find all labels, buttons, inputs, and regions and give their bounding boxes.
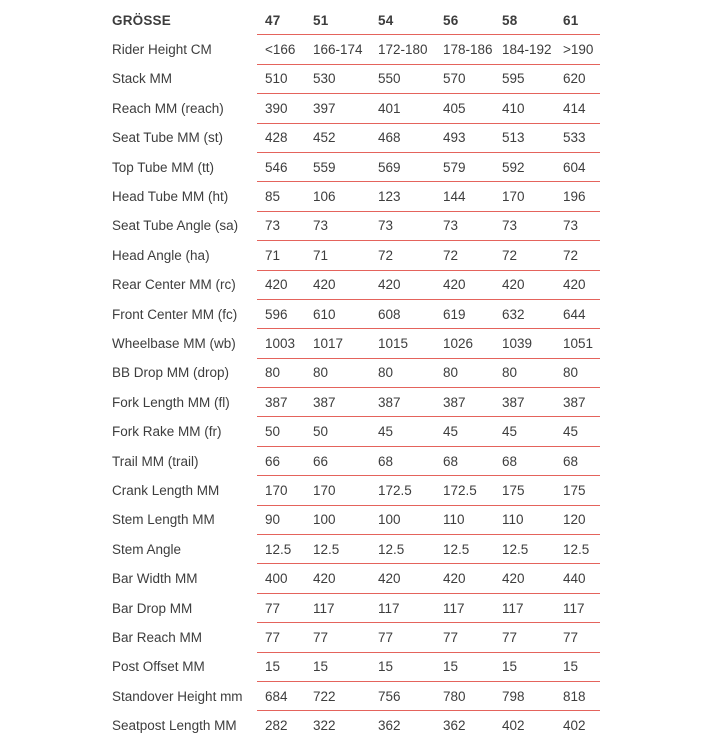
cell-value: 117 xyxy=(435,593,494,622)
cell-value: 1015 xyxy=(370,329,435,358)
cell-value: 110 xyxy=(435,505,494,534)
cell-value: 780 xyxy=(435,681,494,710)
table-row xyxy=(112,681,600,710)
cell-value: 73 xyxy=(555,211,600,240)
cell-value: 533 xyxy=(555,123,600,152)
cell-value: 80 xyxy=(257,358,305,387)
size-column-header: 47 xyxy=(257,6,305,35)
cell-value: 595 xyxy=(494,64,555,93)
cell-value: 468 xyxy=(370,123,435,152)
cell-value: 170 xyxy=(257,476,305,505)
cell-value: 184-192 xyxy=(494,35,555,64)
table-row xyxy=(112,711,600,740)
table-row xyxy=(112,211,600,240)
cell-value: 798 xyxy=(494,681,555,710)
table-row xyxy=(112,446,600,475)
table-row xyxy=(112,652,600,681)
row-label: Seat Tube Angle (sa) xyxy=(112,218,239,234)
cell-value: 493 xyxy=(435,123,494,152)
cell-value: 684 xyxy=(257,681,305,710)
cell-value: 15 xyxy=(370,652,435,681)
cell-value: 72 xyxy=(494,241,555,270)
row-label: Standover Height mm xyxy=(112,688,243,704)
cell-value: 85 xyxy=(257,182,305,211)
cell-value: 172-180 xyxy=(370,35,435,64)
cell-value: 440 xyxy=(555,564,600,593)
cell-value: 513 xyxy=(494,123,555,152)
geometry-table-body xyxy=(112,35,600,740)
table-row xyxy=(112,152,600,181)
row-label: Stem Length MM xyxy=(112,512,215,528)
cell-value: 401 xyxy=(370,94,435,123)
row-label: Fork Rake MM (fr) xyxy=(112,424,222,440)
cell-value: 123 xyxy=(370,182,435,211)
row-label: BB Drop MM (drop) xyxy=(112,365,230,381)
cell-value: 402 xyxy=(563,718,586,734)
cell-value: 570 xyxy=(435,64,494,93)
cell-value: 420 xyxy=(494,564,555,593)
cell-value: 410 xyxy=(494,94,555,123)
cell-value: 12.5 xyxy=(370,535,435,564)
row-label: Post Offset MM xyxy=(112,659,205,675)
cell-value: 66 xyxy=(305,446,370,475)
cell-value: 170 xyxy=(305,476,370,505)
cell-value: 756 xyxy=(370,681,435,710)
cell-value: 420 xyxy=(435,270,494,299)
cell-value: 120 xyxy=(555,505,600,534)
cell-value: 559 xyxy=(305,152,370,181)
cell-value: 144 xyxy=(435,182,494,211)
cell-value: 73 xyxy=(370,211,435,240)
cell-value: 80 xyxy=(494,358,555,387)
cell-value: 175 xyxy=(494,476,555,505)
table-row xyxy=(112,182,600,211)
table-row xyxy=(112,623,600,652)
cell-value: 117 xyxy=(305,593,370,622)
cell-value: 77 xyxy=(305,623,370,652)
cell-value: 166-174 xyxy=(305,35,370,64)
cell-value: 73 xyxy=(494,211,555,240)
cell-value: 77 xyxy=(435,623,494,652)
cell-value: 77 xyxy=(555,623,600,652)
size-header-label: GRÖSSE xyxy=(112,12,171,28)
cell-value: 604 xyxy=(555,152,600,181)
cell-value: 620 xyxy=(555,64,600,93)
row-label: Stem Angle xyxy=(112,541,182,557)
size-column-header: 56 xyxy=(435,6,494,35)
cell-value: 175 xyxy=(555,476,600,505)
cell-value: 420 xyxy=(435,564,494,593)
cell-value: 387 xyxy=(435,388,494,417)
table-row xyxy=(112,94,600,123)
table-row xyxy=(112,417,600,446)
cell-value: 579 xyxy=(435,152,494,181)
cell-value: 12.5 xyxy=(494,535,555,564)
cell-value: 73 xyxy=(305,211,370,240)
cell-value: 420 xyxy=(370,564,435,593)
cell-value: 322 xyxy=(313,718,336,734)
cell-value: 546 xyxy=(257,152,305,181)
cell-value: 45 xyxy=(370,417,435,446)
cell-value: 100 xyxy=(305,505,370,534)
cell-value: 71 xyxy=(305,241,370,270)
cell-value: 402 xyxy=(502,718,525,734)
size-column-header: 58 xyxy=(494,6,555,35)
cell-value: 397 xyxy=(305,94,370,123)
cell-value: 428 xyxy=(257,123,305,152)
row-label: Seat Tube MM (st) xyxy=(112,130,224,146)
cell-value: 117 xyxy=(370,593,435,622)
size-column-header: 54 xyxy=(370,6,435,35)
cell-value: 1051 xyxy=(555,329,600,358)
cell-value: 100 xyxy=(370,505,435,534)
cell-value: 530 xyxy=(305,64,370,93)
cell-value: 610 xyxy=(305,299,370,328)
cell-value: 50 xyxy=(257,417,305,446)
cell-value: 110 xyxy=(494,505,555,534)
cell-value: >190 xyxy=(555,35,600,64)
cell-value: 452 xyxy=(305,123,370,152)
row-label: Bar Reach MM xyxy=(112,629,203,645)
cell-value: 1039 xyxy=(494,329,555,358)
cell-value: 66 xyxy=(257,446,305,475)
cell-value: 68 xyxy=(494,446,555,475)
geometry-table xyxy=(112,6,600,740)
cell-value: 550 xyxy=(370,64,435,93)
cell-value: 414 xyxy=(555,94,600,123)
cell-value: 72 xyxy=(555,241,600,270)
cell-value: 45 xyxy=(435,417,494,446)
cell-value: 15 xyxy=(305,652,370,681)
table-row xyxy=(112,123,600,152)
table-row xyxy=(112,564,600,593)
cell-value: 45 xyxy=(494,417,555,446)
table-row xyxy=(112,535,600,564)
table-row xyxy=(112,358,600,387)
cell-value: 196 xyxy=(555,182,600,211)
row-label: Fork Length MM (fl) xyxy=(112,394,230,410)
row-label: Seatpost Length MM xyxy=(112,717,237,733)
row-label: Bar Width MM xyxy=(112,571,198,587)
cell-value: 387 xyxy=(370,388,435,417)
cell-value: 12.5 xyxy=(257,535,305,564)
cell-value: 170 xyxy=(494,182,555,211)
table-row xyxy=(112,593,600,622)
cell-value: 420 xyxy=(305,270,370,299)
cell-value: 77 xyxy=(370,623,435,652)
cell-value: 80 xyxy=(555,358,600,387)
cell-value: 596 xyxy=(257,299,305,328)
cell-value: 400 xyxy=(257,564,305,593)
cell-value: 420 xyxy=(555,270,600,299)
row-label: Stack MM xyxy=(112,71,173,87)
cell-value: 405 xyxy=(435,94,494,123)
cell-value: 362 xyxy=(443,718,466,734)
cell-value: 80 xyxy=(305,358,370,387)
cell-value: 510 xyxy=(257,64,305,93)
cell-value: 73 xyxy=(257,211,305,240)
table-row xyxy=(112,299,600,328)
cell-value: 72 xyxy=(435,241,494,270)
cell-value: <166 xyxy=(257,35,305,64)
cell-value: 72 xyxy=(370,241,435,270)
table-row xyxy=(112,35,600,64)
cell-value: 722 xyxy=(305,681,370,710)
cell-value: 80 xyxy=(370,358,435,387)
header-row xyxy=(112,6,600,35)
row-label: Rear Center MM (rc) xyxy=(112,277,236,293)
cell-value: 592 xyxy=(494,152,555,181)
cell-value: 68 xyxy=(435,446,494,475)
cell-value: 77 xyxy=(494,623,555,652)
table-row xyxy=(112,329,600,358)
cell-value: 387 xyxy=(257,388,305,417)
cell-value: 420 xyxy=(257,270,305,299)
cell-value: 15 xyxy=(555,652,600,681)
table-row xyxy=(112,241,600,270)
cell-value: 569 xyxy=(370,152,435,181)
cell-value: 77 xyxy=(257,593,305,622)
row-label: Front Center MM (fc) xyxy=(112,306,238,322)
cell-value: 608 xyxy=(370,299,435,328)
cell-value: 420 xyxy=(370,270,435,299)
cell-value: 387 xyxy=(555,388,600,417)
cell-value: 172.5 xyxy=(435,476,494,505)
geometry-table-header xyxy=(112,6,600,35)
row-label: Crank Length MM xyxy=(112,482,220,498)
cell-value: 71 xyxy=(257,241,305,270)
cell-value: 73 xyxy=(435,211,494,240)
cell-value: 420 xyxy=(305,564,370,593)
cell-value: 1017 xyxy=(305,329,370,358)
table-row xyxy=(112,388,600,417)
cell-value: 387 xyxy=(305,388,370,417)
cell-value: 1026 xyxy=(435,329,494,358)
row-label: Wheelbase MM (wb) xyxy=(112,335,236,351)
cell-value: 644 xyxy=(555,299,600,328)
row-label: Bar Drop MM xyxy=(112,600,193,616)
cell-value: 387 xyxy=(494,388,555,417)
cell-value: 106 xyxy=(305,182,370,211)
cell-value: 117 xyxy=(494,593,555,622)
table-row xyxy=(112,505,600,534)
cell-value: 390 xyxy=(257,94,305,123)
table-row xyxy=(112,476,600,505)
row-label: Trail MM (trail) xyxy=(112,453,199,469)
table-row xyxy=(112,270,600,299)
cell-value: 45 xyxy=(555,417,600,446)
cell-value: 80 xyxy=(435,358,494,387)
cell-value: 632 xyxy=(494,299,555,328)
cell-value: 15 xyxy=(435,652,494,681)
cell-value: 117 xyxy=(555,593,600,622)
cell-value: 1003 xyxy=(257,329,305,358)
cell-value: 619 xyxy=(435,299,494,328)
cell-value: 90 xyxy=(257,505,305,534)
cell-value: 178-186 xyxy=(435,35,494,64)
table-row xyxy=(112,64,600,93)
row-label: Rider Height CM xyxy=(112,42,212,58)
cell-value: 15 xyxy=(257,652,305,681)
cell-value: 12.5 xyxy=(305,535,370,564)
row-label: Reach MM (reach) xyxy=(112,100,224,116)
cell-value: 282 xyxy=(265,718,288,734)
size-column-header: 61 xyxy=(555,6,600,35)
cell-value: 420 xyxy=(494,270,555,299)
size-column-header: 51 xyxy=(305,6,370,35)
row-label: Head Tube MM (ht) xyxy=(112,189,229,205)
row-label: Top Tube MM (tt) xyxy=(112,159,215,175)
cell-value: 15 xyxy=(494,652,555,681)
cell-value: 172.5 xyxy=(370,476,435,505)
cell-value: 77 xyxy=(257,623,305,652)
cell-value: 818 xyxy=(555,681,600,710)
cell-value: 12.5 xyxy=(435,535,494,564)
cell-value: 68 xyxy=(370,446,435,475)
cell-value: 50 xyxy=(305,417,370,446)
cell-value: 68 xyxy=(555,446,600,475)
row-label: Head Angle (ha) xyxy=(112,247,210,263)
cell-value: 362 xyxy=(378,718,401,734)
cell-value: 12.5 xyxy=(555,535,600,564)
